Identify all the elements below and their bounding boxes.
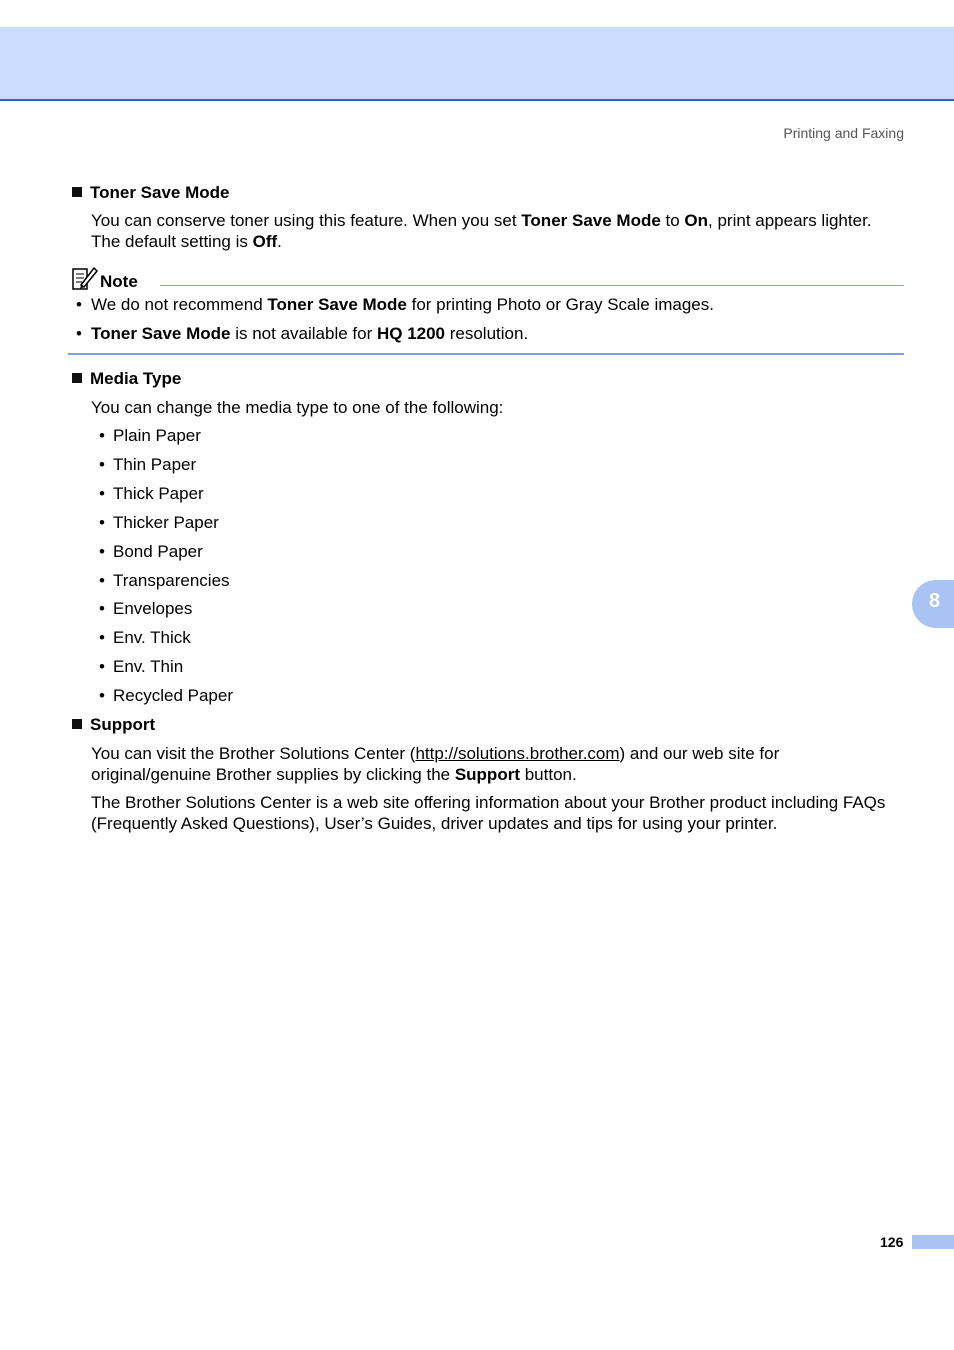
note-pencil-icon — [70, 265, 98, 291]
text-run: for printing Photo or Gray Scale images. — [406, 295, 714, 314]
list-item-label: Envelopes — [113, 599, 193, 618]
toner-save-heading — [72, 182, 230, 203]
list-item — [99, 483, 204, 504]
list-item — [99, 627, 191, 648]
text-run: You can conserve toner using this feature. When you set — [91, 211, 522, 230]
list-item — [99, 656, 183, 677]
square-bullet-icon — [72, 719, 82, 729]
toner-save-description — [91, 210, 906, 252]
note-item — [76, 323, 528, 344]
bold-run: HQ 1200 — [376, 324, 446, 343]
text-run: original/genuine Brother supplies by clicking the — [91, 765, 455, 784]
chapter-tab — [912, 580, 954, 628]
running-header: Printing and Faxing — [783, 125, 904, 141]
text-run: . — [277, 232, 282, 251]
text-run: (Frequently Asked Questions), User’s Guides, driver updates and tips for using your printer. — [91, 814, 778, 833]
note-divider — [160, 285, 904, 286]
page-number-bar — [912, 1235, 954, 1249]
list-item — [99, 454, 196, 475]
bullet-icon: • — [99, 426, 105, 445]
support-heading-text: Support — [90, 715, 156, 734]
support-paragraph-1 — [91, 743, 906, 785]
list-item — [99, 570, 230, 591]
list-item — [99, 425, 201, 446]
note-end-divider — [68, 353, 904, 355]
page-number: 126 — [880, 1234, 904, 1250]
text-run: The Brother Solutions Center is a web site offering information about your Brother product including FAQs — [91, 793, 886, 812]
list-item — [99, 541, 203, 562]
text-run: resolution. — [445, 324, 529, 343]
list-item — [99, 598, 192, 619]
bullet-icon: • — [76, 324, 82, 343]
bullet-icon: • — [99, 686, 105, 705]
list-item-label: Plain Paper — [113, 426, 201, 445]
list-item-label: Env. Thick — [113, 628, 191, 647]
bullet-icon: • — [99, 657, 105, 676]
header-band — [0, 27, 954, 101]
support-paragraph-2 — [91, 792, 921, 834]
text-run: to — [660, 211, 685, 230]
bullet-icon: • — [99, 484, 105, 503]
bullet-icon: • — [99, 571, 105, 590]
square-bullet-icon — [72, 187, 82, 197]
bold-run: On — [684, 211, 709, 230]
text-run: You can visit the Brother Solutions Center ( — [91, 744, 416, 763]
list-item-label: Thin Paper — [113, 455, 197, 474]
bullet-icon: • — [99, 628, 105, 647]
square-bullet-icon — [72, 373, 82, 383]
bullet-icon: • — [99, 455, 105, 474]
list-item-label: Bond Paper — [113, 542, 203, 561]
text-run: The default setting is — [91, 232, 253, 251]
bullet-icon: • — [76, 295, 82, 314]
solutions-center-link[interactable]: http://solutions.brother.com — [415, 744, 620, 763]
media-type-intro: You can change the media type to one of the following: — [91, 398, 504, 417]
text-run: is not available for — [230, 324, 377, 343]
note-item — [76, 294, 714, 315]
list-item — [99, 512, 219, 533]
media-type-heading-text: Media Type — [90, 369, 182, 388]
list-item — [99, 685, 233, 706]
bullet-icon: • — [99, 513, 105, 532]
text-run: , print appears lighter. — [708, 211, 872, 230]
note-header — [70, 265, 904, 291]
bold-run: Support — [454, 765, 520, 784]
list-item-label: Env. Thin — [113, 657, 184, 676]
list-item-label: Thick Paper — [113, 484, 204, 503]
text-run: button. — [519, 765, 577, 784]
note-label: Note — [100, 272, 138, 291]
text-run: We do not recommend — [91, 295, 268, 314]
bold-run: Toner Save Mode — [267, 295, 407, 314]
bold-run: Off — [252, 232, 278, 251]
bold-run: Toner Save Mode — [91, 324, 231, 343]
chapter-number: 8 — [929, 590, 941, 612]
list-item-label: Transparencies — [113, 571, 230, 590]
support-heading — [72, 714, 155, 735]
bold-run: Toner Save Mode — [521, 211, 661, 230]
bullet-icon: • — [99, 599, 105, 618]
bullet-icon: • — [99, 542, 105, 561]
media-type-heading — [72, 368, 181, 389]
list-item-label: Recycled Paper — [113, 686, 234, 705]
text-run: ) and our web site for — [619, 744, 780, 763]
list-item-label: Thicker Paper — [113, 513, 219, 532]
toner-save-heading-text: Toner Save Mode — [90, 183, 230, 202]
